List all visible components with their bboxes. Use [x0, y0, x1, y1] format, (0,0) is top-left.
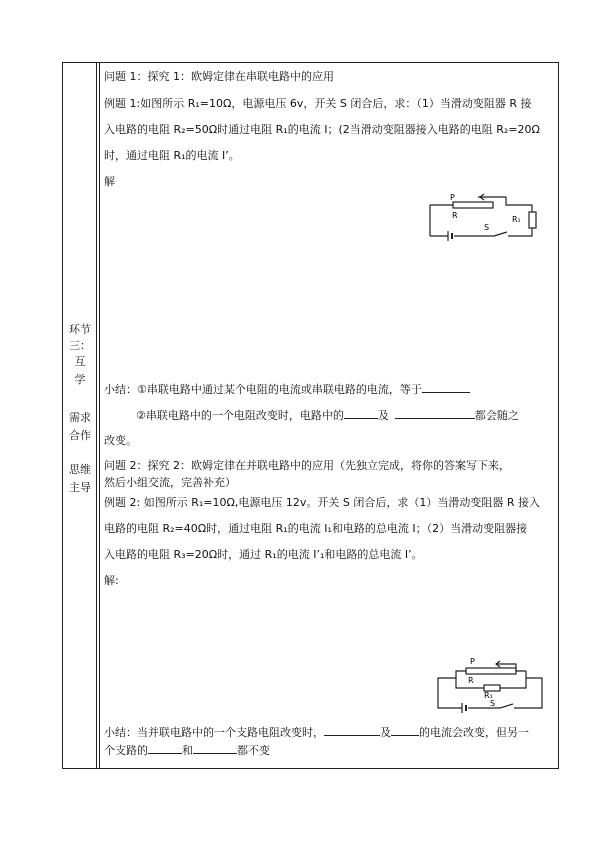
column-divider — [96, 62, 97, 769]
left-label-3: 互 — [74, 355, 86, 368]
inquiry1-summary-line1 — [104, 382, 470, 397]
left-label-1: 环节 — [69, 323, 91, 336]
resistor-r1 — [529, 212, 536, 228]
inquiry1-example-line3: 时，通过电阻 R₁的电流 I’。 — [104, 149, 240, 162]
series-circuit-diagram — [428, 192, 544, 242]
answer-blank[interactable] — [395, 408, 475, 419]
inquiry2-summary-line1 — [104, 725, 529, 740]
answer-blank[interactable] — [391, 725, 419, 736]
summary4-text-b: 和 — [182, 744, 193, 757]
inquiry1-solve: 解 — [104, 175, 115, 188]
inquiry2-example-line2: 电路的电阻 R₂=40Ω时，通过电阻 R₁的电流 I₁和电路的总电流 I；（2）当滑动变阻器接 — [104, 522, 528, 535]
summary3-text-b: 及 — [380, 726, 391, 739]
answer-blank[interactable] — [193, 743, 237, 754]
inquiry2-solve: 解: — [104, 574, 119, 587]
circuit2-right-wire — [514, 678, 542, 708]
answer-blank[interactable] — [422, 382, 470, 393]
summary2-text-b: 及 — [377, 409, 389, 422]
inquiry2-example-line3: 入电路的电阻 R₃=20Ω时，通过 R₁的电流 I’₁和电路的总电流 I’。 — [104, 548, 423, 561]
inquiry2-summary-line2 — [104, 743, 270, 758]
inquiry2-heading-line1: 问题 2：探究 2：欧姆定律在并联电路中的应用（先独立完成，将你的答案写下来， — [104, 459, 510, 472]
left-label-8: 主导 — [69, 481, 91, 494]
circuit1-top-wire — [430, 205, 453, 236]
switch-s — [494, 232, 507, 236]
left-label-5: 需求 — [69, 411, 91, 424]
summary4-text-c: 都不变 — [237, 744, 270, 757]
left-label-4: 学 — [74, 373, 86, 386]
switch-s — [500, 704, 513, 708]
rheostat-resistor — [466, 668, 516, 674]
parallel-circuit-diagram — [434, 656, 548, 716]
inquiry1-summary-line3: 改变。 — [104, 434, 137, 447]
left-label-2: 三： — [69, 339, 91, 352]
label-p: P — [470, 657, 475, 666]
label-r: R — [452, 211, 458, 220]
left-label-6: 合作 — [69, 429, 91, 442]
label-s: S — [484, 223, 490, 232]
answer-blank[interactable] — [324, 725, 380, 736]
answer-blank[interactable] — [148, 743, 182, 754]
label-r: R — [468, 676, 474, 685]
inquiry1-example-line2: 入电路的电阻 R₂=50Ω时通过电阻 R₁的电流 I；(2当滑动变阻器接入电路的电阻 R₂=20Ω — [104, 123, 540, 136]
summary2-text-a: ②串联电路中的一个电阻改变时，电路中的 — [136, 409, 344, 422]
label-r1: R₁ — [512, 215, 521, 224]
answer-blank[interactable] — [344, 408, 378, 419]
left-label-7: 思维 — [69, 463, 91, 476]
inquiry2-heading-line2: 然后小组交流，完善补充） — [104, 476, 236, 489]
circuit1-right-wire — [508, 228, 532, 236]
summary3-text-a: 小结：当并联电路中的一个支路电阻改变时， — [104, 726, 324, 739]
inquiry1-heading: 问题 1：探究 1：欧姆定律在串联电路中的应用 — [104, 70, 334, 83]
rheostat-resistor — [453, 202, 493, 208]
label-r1: R₁ — [484, 691, 493, 700]
circuit1-slider-wire — [478, 197, 532, 212]
label-p: P — [450, 193, 455, 202]
circuit2-outer-wire — [438, 678, 462, 708]
summary2-text-c: 都会随之 — [474, 409, 519, 422]
inquiry2-example-line1: 例题 2: 如图所示 R₁=10Ω,电源电压 12v。开关 S 闭合后，求（1）当滑动变阻器 R 接入 — [104, 496, 540, 509]
inquiry1-summary-line2 — [136, 408, 519, 423]
summary1-text: 小结：①串联电路中通过某个电阻的电流或串联电路的电流，等于 — [104, 383, 422, 396]
label-s: S — [490, 699, 496, 708]
summary3-text-c: 的电流会改变，但另一 — [419, 726, 529, 739]
column-divider-inner — [99, 62, 100, 769]
summary4-text-a: 个支路的 — [104, 744, 148, 757]
inquiry1-example-line1: 例题 1:如图所示 R₁=10Ω，电源电压 6v，开关 S 闭合后，求：（1）当滑动变阻器 R 接 — [104, 97, 532, 110]
